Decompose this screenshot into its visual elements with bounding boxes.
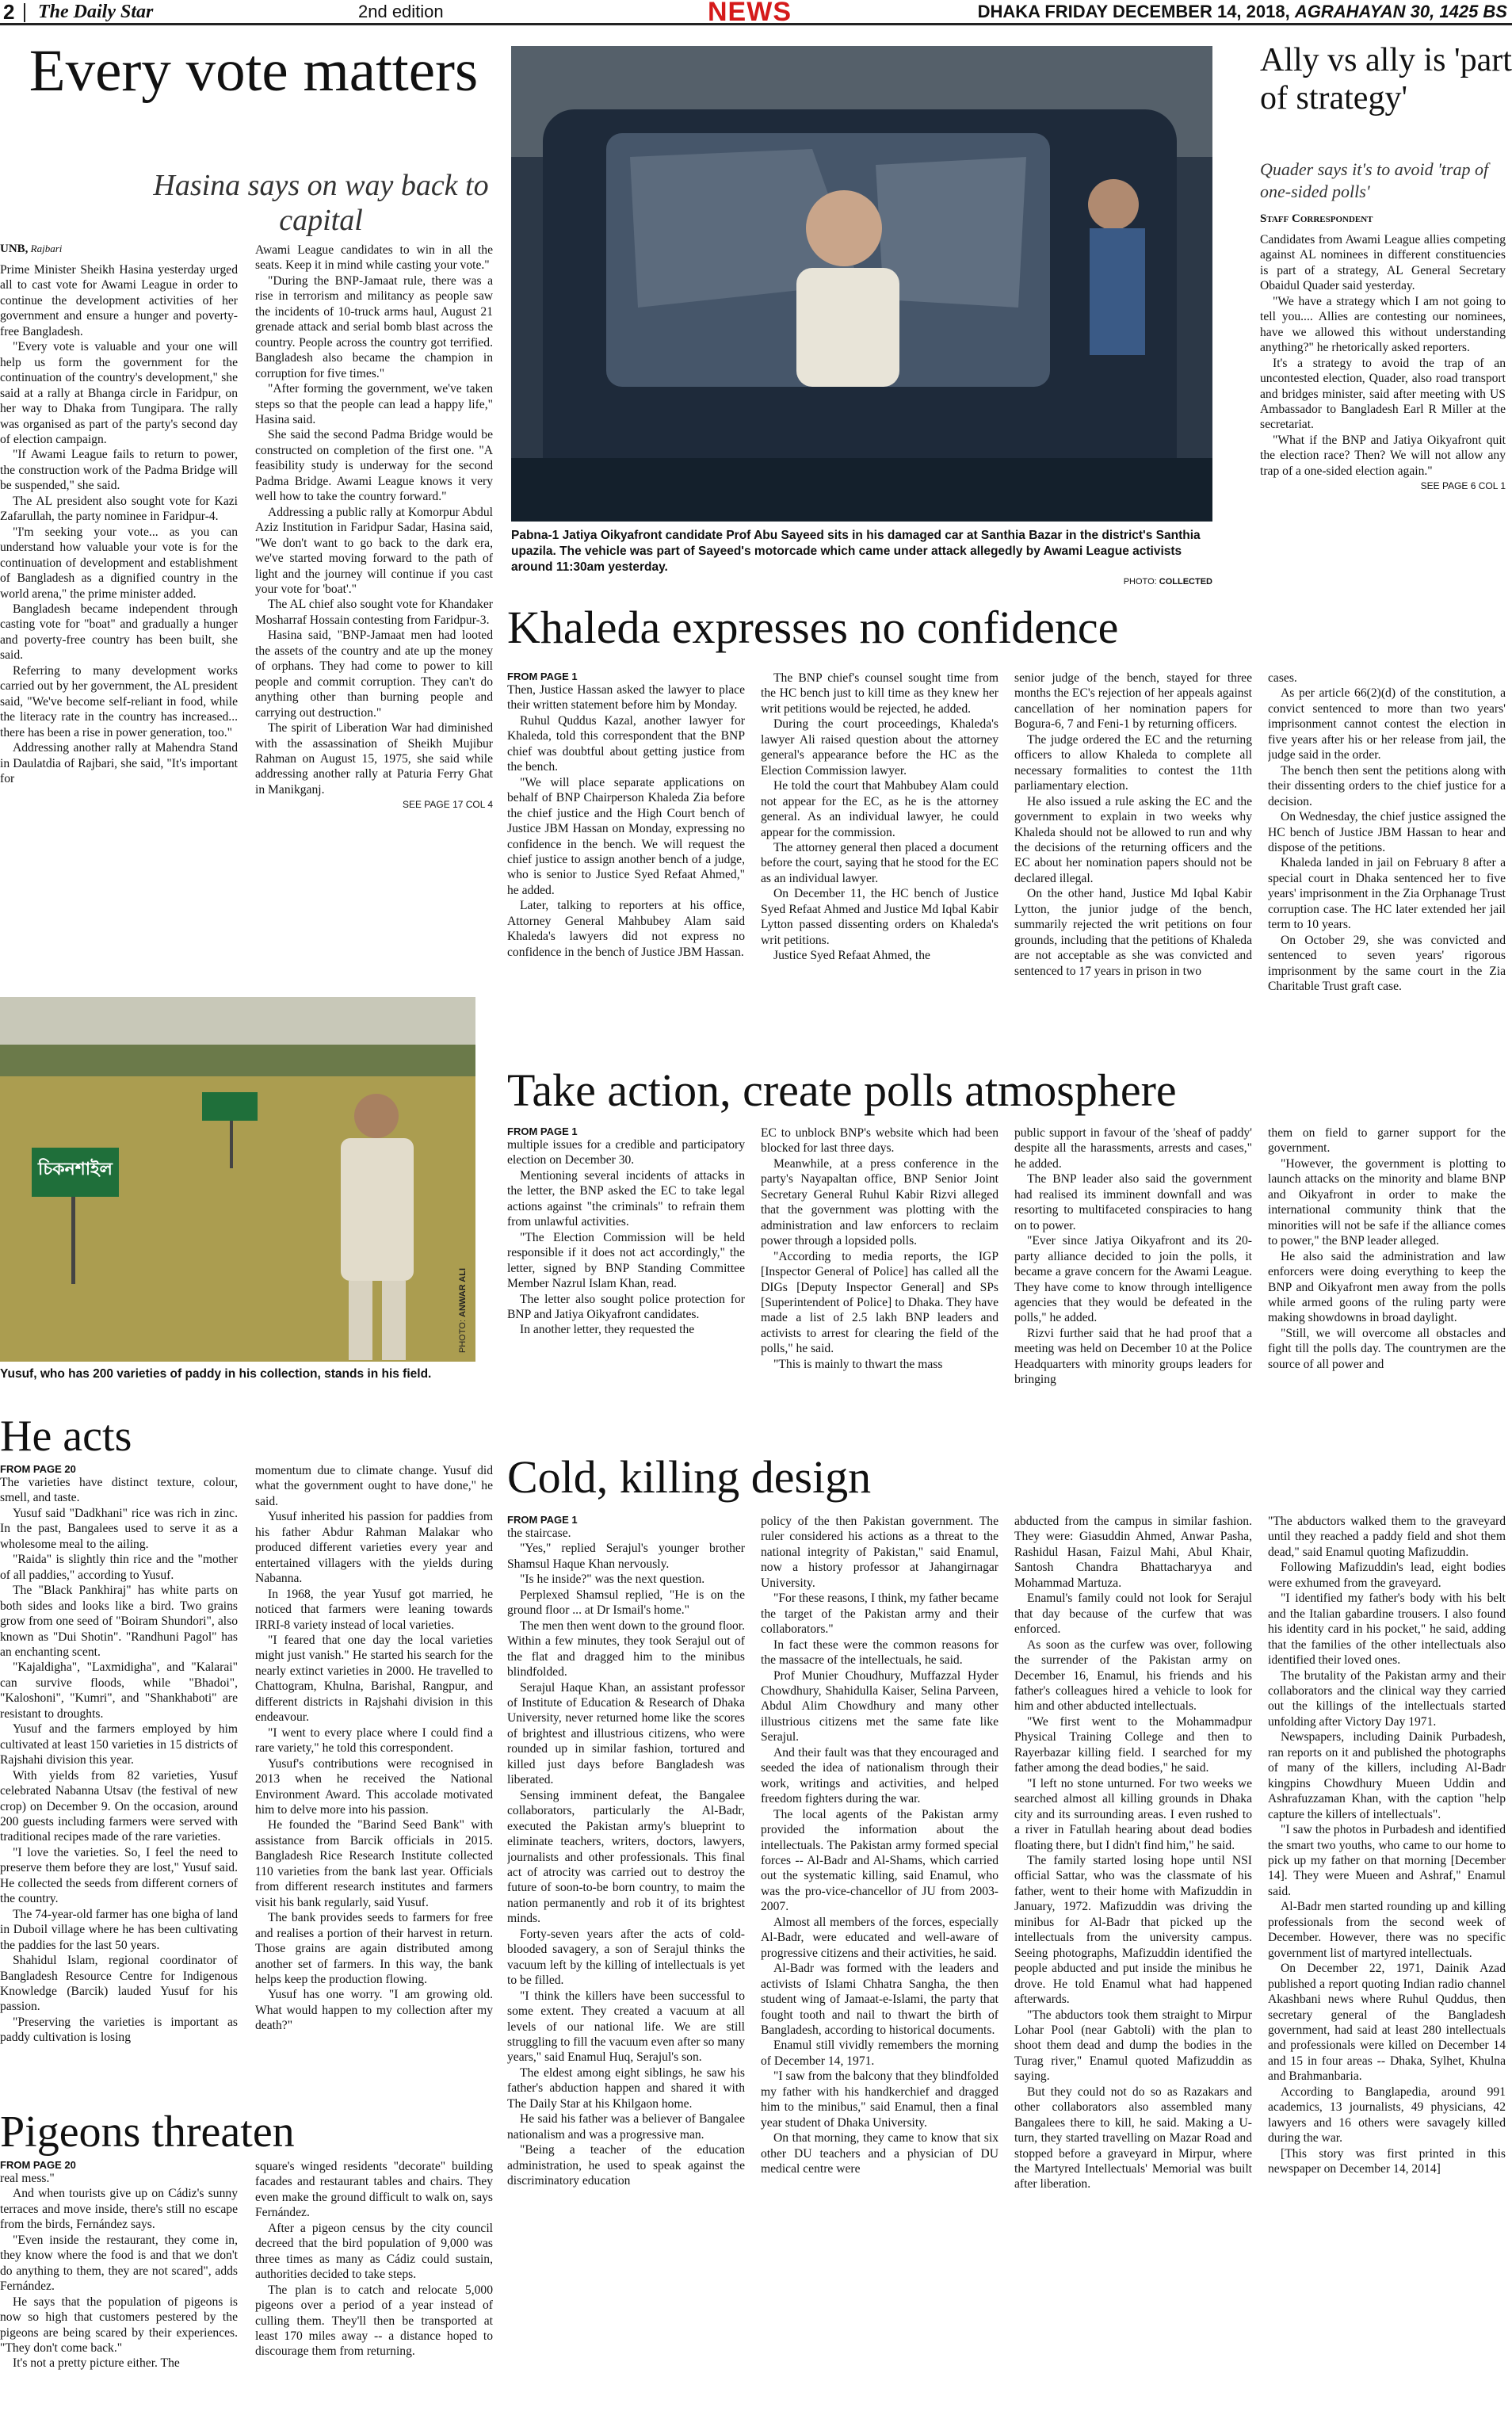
paper-logo: The Daily Star — [38, 2, 154, 22]
khaleda-headline: Khaleda expresses no confidence — [507, 602, 1119, 653]
paragraph: Al-Badr men started rounding up and killing professionals from the second week of December. However, there was no specific government list of martyred intellectuals. — [1268, 1900, 1506, 1960]
car-photo-illustration — [511, 46, 1212, 522]
date-text: DHAKA FRIDAY DECEMBER 14, 2018, — [977, 2, 1290, 21]
paragraph: "Kajaldigha", "Laxmidigha", and "Kalarai" can survive floods, while "Bhadoi", "Kaloshoni", "Kumri", and "Shankhaboti" are resistant to droughts. — [0, 1660, 238, 1721]
cold-col-1 — [507, 1514, 745, 2409]
paragraph: With yields from 82 varieties, Yusuf celebrated Nabanna Utsav (the festival of new crop) on December 9. On the occasion, around 200 guests including farmers were served with traditional recipes made of the rare varieties. — [0, 1768, 238, 1844]
car-photo-credit — [1109, 577, 1212, 587]
paragraph: "Is he inside?" was the next question. — [520, 1572, 705, 1587]
khaleda-col-4 — [1268, 671, 1506, 1019]
paragraph: The spirit of Liberation War had diminished with the assassination of Sheikh Mujibur Rahman on August 15, 1975, she said while addressing another rally at Paturia Ferry Ghat in Manikganj. — [255, 721, 493, 797]
paragraph: Almost all members of the forces, especially Al-Badr, were educated and well-aware of progressive citizens and their activities, he said. — [761, 1915, 998, 1960]
paragraph: On that morning, they came to know that six other DU teachers and a physician of DU medical centre were — [761, 2131, 998, 2176]
paragraph: "Every vote is valuable and your one will help us form the government for the continuation of the country's development," she said at a rally at Bhanga circle in Faridpur, on her way to Dhaka from Tungipara. The rally was organised as part of the party's second day of election campaign. — [0, 340, 238, 446]
paddy-photo-credit — [458, 1268, 468, 1353]
credit-name: ANWAR ALI — [458, 1268, 468, 1317]
paragraph: The BNP chief's counsel sought time from the HC bench just to kill time as they knew her writ petitions would be rejected, he added. — [761, 671, 998, 716]
paragraph: multiple issues for a credible and participatory election on December 30. — [507, 1138, 745, 1167]
paragraph: Yusuf has one worry. "I am growing old. What would happen to my collection after my death?" — [255, 1988, 493, 2033]
paragraph: On Wednesday, the chief justice assigned the HC bench of Justice JBM Hassan to hear and dispose of the petitions. — [1268, 810, 1506, 854]
paragraph: Enamul still vividly remembers the morning of December 14, 1971. — [761, 2039, 998, 2068]
paragraph: He told the court that Mahbubey Alam could not appear for the EC, as he is the attorney general. As an individual lawyer, he could appear for the commission. — [761, 779, 998, 839]
paragraph: "Ever since Jatiya Oikyafront and its 20-party alliance decided to join the polls, it became a grave concern for the Awami League. They have come to know through intelligence agencies that they would be defeated in the polls," he added. — [1014, 1234, 1252, 1325]
from-page: FROM PAGE 1 — [507, 1125, 578, 1137]
paragraph: policy of the then Pakistan government. The ruler considered his actions as a threat to the national integrity of Pakistan," said Enamul, now a history professor at Jahangirnagar University. — [761, 1515, 998, 1590]
paragraph: But they could not do so as Razakars and other collaborators also assembled many Bangalees there to kill, he said. Making a U-turn, they started travelling on Mazar Road and stopped before a graveyard in Mirpur, where the Martyred Intellectuals' Memorial was built after liberation. — [1014, 2084, 1252, 2191]
from-page: FROM PAGE 20 — [0, 1463, 76, 1475]
paragraph: Al-Badr was formed with the leaders and activists of Islami Chhatra Sangha, the then student wing of Jamaat-e-Islami, the party that fought tooth and nail to thwart the birth of Bangladesh, according to historical documents. — [761, 1962, 998, 2037]
paragraph: "I'm seeking your vote... as you can understand how valuable your vote is for the continuation of development and establishment of Bangladesh as a dignified country in the world arena," the prime minister added. — [0, 525, 238, 601]
paddy-photo-caption: Yusuf, who has 200 varieties of paddy in his collection, stands in his field. — [0, 1367, 432, 1381]
khaleda-col-1 — [507, 671, 745, 1019]
take-action-headline: Take action, create polls atmosphere — [507, 1064, 1177, 1116]
paragraph: abducted from the campus in similar fashion. They were: Giasuddin Ahmed, Anwar Pasha, Rashidul Hasan, Faizul Mahi, Abul Khair, Santosh Chandra Bhattacharyya and Mohammad Martuza. — [1014, 1515, 1252, 1590]
paragraph: According to Banglapedia, around 991 academics, 13 journalists, 49 physicians, 42 lawyers and 16 others were savagely killed during the war. — [1268, 2084, 1506, 2146]
paragraph: It's not a pretty picture either. The — [13, 2356, 180, 2371]
byline — [0, 243, 238, 256]
from-page: FROM PAGE 20 — [0, 2159, 76, 2171]
paragraph: cases. — [1268, 671, 1297, 685]
he-acts-headline: He acts — [0, 1412, 132, 1461]
byline-place: Rajbari — [30, 243, 63, 254]
paragraph: Serajul Haque Khan, an assistant professor of Institute of Education & Research of Dhaka University, never returned home like the scores of brightest and illustrious citizens, who were rounded up in similar fashion, tortured and killed just days before Bangladesh was liberated. — [507, 1680, 745, 1787]
paragraph: "I love the varieties. So, I feel the need to preserve them before they are lost," Yusuf said. He collected the seeds from different corners of the country. — [0, 1845, 238, 1906]
paragraph: "After forming the government, we've taken steps so that the people can lead a happy life," Hasina said. — [255, 382, 493, 426]
paragraph: Sensing imminent defeat, the Bangalee collaborators, particularly the Al-Badr, executed the Pakistan army's blueprint to eliminate teachers, writers, doctors, lawyers, journalists and other professionals. This final act of atrocity was carried out to destroy the future of soon-to-be born country, to maim the nation permanently and rob it of its brightest minds. — [507, 1788, 745, 1926]
paragraph: He says that the population of pigeons is now so high that customers pestered by the pigeons are being scared by their experiences. "They don't come back." — [0, 2295, 238, 2355]
paragraph: Meanwhile, at a press conference in the party's Nayapaltan office, BNP Senior Joint Secretary General Ruhul Kabir Rizvi alleged that the government was plotting with the administration and law enforcers to reclaim power through a lopsided polls. — [761, 1156, 998, 1248]
paragraph: momentum due to climate change. Yusuf did what the government ought to have done," he said. — [255, 1464, 493, 1508]
continue-link[interactable]: SEE PAGE 17 COL 4 — [402, 799, 493, 811]
paragraph: Yusuf inherited his passion for paddies from his father Abdur Rahman Malakar who produced different varieties every year and entertained villagers with the yields during Nabanna. — [255, 1510, 493, 1586]
continue-link[interactable]: SEE PAGE 6 COL 1 — [1420, 480, 1506, 492]
paragraph: Newspapers, including Dainik Purbadesh, ran reports on it and published the photographs of many of the killers, including Al-Badr kingpins Chowdhury Mueen Uddin and Ashrafuzzaman Khan, with the caption "help capture the killers of intellectuals". — [1268, 1730, 1506, 1821]
paragraph: [This story was first printed in this newspaper on December 14, 2014] — [1268, 2146, 1506, 2176]
paragraph: Addressing a public rally at Komorpur Abdul Aziz Institution in Faridpur Sadar, Hasina said, "We don't want to go back to the dark era, we've started moving forward to the path of light and the journey will continue if you cast your vote for 'boat'." — [255, 505, 493, 596]
paragraph: them on field to garner support for the government. — [1268, 1126, 1506, 1156]
paragraph: public support in favour of the 'sheaf of paddy' despite all the harassments, arrests and cases," he added. — [1014, 1126, 1252, 1171]
khaleda-col-3 — [1014, 671, 1252, 1019]
paragraph: As soon as the curfew was over, following the surrender of the Pakistan army on December 16, Enamul, his friends and his father's colleagues hired a vehicle to look for him and other abducted intellectuals. — [1014, 1637, 1252, 1714]
paragraph: It's a strategy to avoid the trap of an uncontested election, Quader, also road transport and bridges minister, said after meeting with US Ambassador to Bangladesh Earl R Miller at the secretariat. — [1260, 356, 1506, 432]
paragraph: Later, talking to reporters at his office, Attorney General Mahbubey Alam said Khaleda's lawyers did not express no confidence in the bench of Justice JBM Hassan. — [507, 899, 745, 959]
paragraph: "Yes," replied Serajul's younger brother Shamsul Haque Khan nervously. — [507, 1542, 745, 1571]
paragraph: Enamul's family could not look for Serajul that day because of the curfew that was enforced. — [1014, 1592, 1252, 1637]
paragraph: "Raida" is slightly thin rice and the "mother of all paddies," according to Yusuf. — [0, 1553, 238, 1582]
paragraph: Yusuf said "Dadkhani" rice was rich in zinc. In the past, Bangalees used to serve it as a wholesome meal to the ailing. — [0, 1506, 238, 1551]
cold-headline: Cold, killing design — [507, 1451, 872, 1503]
ally-byline — [1260, 212, 1506, 226]
paragraph: The AL chief also sought vote for Khandaker Mosharraf Hossain contesting from Faridpur-3. — [255, 598, 493, 627]
paragraph: "The Election Commission will be held responsible if it does not act accordingly," the letter, signed by BNP Standing Committee Member Nazrul Islam Khan, read. — [507, 1230, 745, 1291]
paragraph: the staircase. — [507, 1527, 571, 1540]
paragraph: Yusuf's contributions were recognised in 2013 when he received the National Environment Award. This accolade motivated him to delve more into his passion. — [255, 1756, 493, 1817]
paragraph: "According to media reports, the IGP [Inspector General of Police] has called all the DIGs [Deputy Inspector General] and SPs [Superintendent of Police] to Dhaka. They have made a list of 2.5 lakh BNP leaders and activists to arrest for clearing the field of the polls," he said. — [761, 1249, 998, 1356]
paragraph: "I feared that one day the local varieties might just vanish." He started his search for the nearly extinct varieties in 2000. He travelled to Chattogram, Khulna, Barishal, Rangpur, and different districts in Rajshahi division in this endeavour. — [255, 1633, 493, 1725]
paragraph: And their fault was that they encouraged and seeded the idea of nationalism through their work, writings and activities, and helped freedom fighters during the war. — [761, 1745, 998, 1806]
paragraph: "We will place separate applications on behalf of BNP Chairperson Khaleda Zia before the chief justice and the High Court bench of Justice JBM Hassan on Monday, expressing no confidence in the bench. We will request the chief justice to assign another bench of a judge, who is senior to Justice Syed Refaat Ahmed," he added. — [507, 775, 745, 897]
take-action-col-1 — [507, 1125, 745, 1436]
paragraph: Shahidul Islam, regional coordinator of Bangladesh Resource Centre for Indigenous Knowledge (Barcik) lauded Yusuf for his passion. — [0, 1954, 238, 2014]
every-vote-col-2 — [255, 243, 493, 988]
paragraph: After a pigeon census by the city council decreed that the bird population of 9,000 was three times as many as Cádiz could sustain, authorities decided to take steps. — [255, 2221, 493, 2282]
edition-label: 2nd edition — [358, 2, 444, 21]
paragraph: The "Black Pankhiraj" has white parts on both sides and looks like a bird. Two grains grow from one seed of "Boiram Shundori", also known as "Dui Shotin". "Randhuni Pagol" has an enchanting scent. — [0, 1584, 238, 1659]
paragraph: "I saw from the balcony that they blindfolded my father with his handkerchief and dragged him to the minibus," said Enamul, then a final year student of Dhaka University. — [761, 2069, 998, 2130]
take-action-col-2 — [761, 1125, 998, 1436]
paragraph: He said his father was a believer of Bangalee nationalism and was a progressive man. — [507, 2112, 745, 2142]
paragraph: During the court proceedings, Khaleda's lawyer Ali raised question about the attorney general's appearance before the HC as the Election Commission lawyer. — [761, 717, 998, 778]
paragraph: The bank provides seeds to farmers for free and realises a portion of their harvest in return. Those grains are again distributed among another set of farmers. In this way, the bank helps keep the production flowing. — [255, 1911, 493, 1986]
paragraph: The BNP leader also said the government had realised its imminent downfall and was resorting to multifaceted conspiracies to hang on to power. — [1014, 1172, 1252, 1232]
paragraph: Hasina said, "BNP-Jamaat men had looted the assets of the country and ate up the money of orphans. They had come to power to kill people and commit corruption. They can't do anything other than burning people and carrying out destruction." — [255, 629, 493, 720]
paragraph: "The abductors took them straight to Mirpur Lohar Pool (near Gabtoli) with the plan to shoot them dead and dump the bodies in the Turag river," Enamul quoted Mafizuddin as saying. — [1014, 2008, 1252, 2084]
paragraph: On December 22, 1971, Dainik Azad published a report quoting Indian radio channel Akashbani news where Ruhul Quddus, then secretary general of the Bangladesh government, had said at least 280 intellectuals and professionals were killed on December 14 and 15 in four areas -- Dhaka, Sylhet, Khulna and Brahmanbaria. — [1268, 1962, 1506, 2084]
take-action-col-3 — [1014, 1125, 1252, 1436]
paragraph: She said the second Padma Bridge would be constructed on completion of the first one. "A feasibility study is underway for the second Padma Bridge. Awami League knows it very well how to take the country forward." — [255, 428, 493, 504]
paragraph: real mess." — [0, 2172, 55, 2185]
paragraph: The letter also sought police protection for BNP and Jatiya Oikyafront candidates. — [507, 1292, 745, 1321]
paragraph: In 1968, the year Yusuf got married, he noticed that farmers were leaning towards IRRI-8 variety instead of local varieties. — [255, 1587, 493, 1632]
paragraph: "I left no stone unturned. For two weeks we searched almost all killing grounds in Dhaka city and its surrounding areas. I even rushed to a river in Fatullah hearing about dead bodies floating there, but I didn't find him," he said. — [1014, 1776, 1252, 1852]
paragraph: Then, Justice Hassan asked the lawyer to place their written statement before him by Monday. — [507, 683, 745, 713]
page-number: 2 — [3, 0, 15, 24]
paragraph: "The abductors walked them to the graveyard until they reached a paddy field and shot them dead," said Enamul quoting Mafizuddin. — [1268, 1515, 1506, 1559]
paragraph: The bench then sent the petitions along with their dissenting orders to the chief justice for a decision. — [1268, 763, 1506, 808]
paragraph: Mentioning several incidents of attacks in the letter, the BNP asked the EC to take legal actions against "the criminals" to refrain them from unlawful activities. — [507, 1168, 745, 1229]
cold-col-3 — [1014, 1514, 1252, 2409]
paragraph: "During the BNP-Jamaat rule, there was a rise in terrorism and militancy as people saw the incidents of 10-truck arms haul, August 21 grenade attack and serial bomb blast across the country. People across the country got terrified. Bangladesh also became the champion in corruption for five times." — [255, 273, 493, 380]
paragraph: "This is mainly to thwart the mass — [773, 1357, 943, 1371]
paddy-photo — [0, 997, 475, 1362]
paragraph: On October 29, she was convicted and sentenced to seven years' rigorous imprisonment by the same court in the Zia Charitable Trust graft case. — [1268, 933, 1506, 994]
paragraph: square's winged residents "decorate" building facades and restaurant tables and chairs. They even make the ground difficult to walk on, says Fernández. — [255, 2160, 493, 2220]
paragraph: On December 11, the HC bench of Justice Syed Refaat Ahmed and Justice Md Iqbal Kabir Lytton passed dissenting orders on Khaleda's writ petitions. — [761, 887, 998, 947]
section-label: NEWS — [708, 0, 792, 27]
paragraph: senior judge of the bench, stayed for three months the EC's rejection of her appeals against cancellation of her nomination papers for Bogura-6, 7 and Feni-1 by returning officers. — [1014, 671, 1252, 732]
car-photo — [511, 46, 1212, 522]
ally-byline-text: Staff Correspondent — [1260, 212, 1373, 225]
paragraph: Referring to many development works carried out by her government, the AL president said, "We've become self-reliant in food, while the literacy rate in the country has increased... there has been a rise in power generation, too." — [0, 663, 238, 739]
paragraph: The plan is to catch and relocate 5,000 pigeons over a period of a year instead of culling them. They'll then be transported at least 170 miles away -- a distance hoped to discourage them from returning. — [255, 2283, 493, 2359]
paragraph: "Preserving the varieties is important as paddy cultivation is losing — [0, 2015, 238, 2045]
paragraph: The brutality of the Pakistan army and their collaborators and the clinical way they carried out the killings of the intellectuals started unfolding after Victory Day 1971. — [1268, 1668, 1506, 1729]
credit-name: COLLECTED — [1159, 577, 1212, 587]
paragraph: The men then went down to the ground floor. Within a few minutes, they took Serajul out of the flat and dragged him to the minibus blindfolded. — [507, 1618, 745, 1679]
paddy-sign-text: চিকনশাইল — [38, 1160, 113, 1179]
he-acts-col-1 — [0, 1463, 238, 2097]
paragraph: Yusuf and the farmers employed by him cultivated at least 150 varieties in 15 districts of Rajshahi division this year. — [0, 1722, 238, 1767]
cold-col-2 — [761, 1514, 998, 2409]
take-action-col-4 — [1268, 1125, 1506, 1436]
pigeons-col-1 — [0, 2159, 238, 2409]
paragraph: "Still, we will overcome all obstacles and fight till the polls day. The countrymen are the source of all power and — [1268, 1326, 1506, 1371]
ally-col — [1260, 212, 1506, 593]
paragraph: "We first went to the Mohammadpur Physical Training College and then to Rayerbazar killing field. I searched for my father among the dead bodies," he said. — [1014, 1714, 1252, 1775]
cold-col-4 — [1268, 1514, 1506, 2409]
paragraph: And when tourists give up on Cádiz's sunny terraces and move inside, there's still no escape from the birds, Fernández says. — [0, 2187, 238, 2232]
paragraph: On the other hand, Justice Md Iqbal Kabir Lytton, the junior judge of the bench, summarily rejected the writ petitions on four grounds, including that the petitions of Khaleda are not acceptable as she was convicted and sentenced to 17 years in prison in two — [1014, 887, 1252, 978]
masthead-divider — [24, 3, 25, 22]
khaleda-col-2 — [761, 671, 998, 1019]
car-photo-caption: Pabna-1 Jatiya Oikyafront candidate Prof Abu Sayeed sits in his damaged car at Santhia Bazar in the district's Santhia upazila. The vehicle was part of Sayeed's motorcade which came under attack allegedly by Awami League activists around 11:30am yesterday. — [511, 529, 1201, 574]
paragraph: "We have a strategy which I am not going to tell you.... Allies are contesting our nominees, have we allowed this without understanding anything?" he rhetorically asked reporters. — [1260, 294, 1506, 355]
paragraph: Forty-seven years after the acts of cold-blooded savagery, a son of Serajul thinks the vacuum left by the killing of intellectuals is yet to be filled. — [507, 1927, 745, 1988]
every-vote-col-1 — [0, 243, 238, 988]
paragraph: He also said the administration and law enforcers were doing everything to keep the BNP and Oikyafront men away from the polls while armed goons of the ruling party were making showdowns in broad daylight. — [1268, 1249, 1506, 1325]
paragraph: "I saw the photos in Purbadesh and identified the smart two youths, who came to our home to pick up my father on that morning [December 14]. They were Mueen and Ashraf," Enamul said. — [1268, 1823, 1506, 1898]
paragraph: The attorney general then placed a document before the court, saying that he stood for the EC as an individual lawyer. — [761, 840, 998, 885]
pigeons-headline: Pigeons threaten — [0, 2107, 295, 2157]
he-acts-col-2 — [255, 1463, 493, 2097]
paragraph: "However, the government is plotting to launch attacks on the minority and blame BNP and Oikyafront in order to make the international community think that the minorities will not be safe if the alliance comes to power," the BNP leader alleged. — [1268, 1156, 1506, 1248]
paragraph: "For these reasons, I think, my father became the target of the Pakistan army and their collaborators." — [761, 1592, 998, 1637]
paragraph: Khaleda landed in jail on February 8 after a special court in Dhaka sentenced her to five years' imprisonment in the Zia Orphanage Trust corruption case. The HC later extended her jail term to 10 years. — [1268, 856, 1506, 932]
from-page: FROM PAGE 1 — [507, 671, 578, 682]
pigeons-col-2 — [255, 2159, 493, 2409]
paragraph: Addressing another rally at Mahendra Stand in Daulatdia of Rajbari, she said, "It's important for — [0, 741, 238, 785]
paragraph: Rizvi further said that he had proof that a meeting was held on December 10 at the Police Headquarters with minority groups leaders for bringing — [1014, 1326, 1252, 1387]
paragraph: Perplexed Shamsul replied, "He is on the ground floor ... at Dr Ismail's home." — [507, 1588, 745, 1618]
paragraph: As per article 66(2)(d) of the constitution, a convict sentenced to more than two years' imprisonment cannot contest the election in five years after his or her release from jail, the judge said in the order. — [1268, 686, 1506, 762]
paragraph: "If Awami League fails to return to power, the construction work of the Padma Bridge will be suspended," she said. — [0, 448, 238, 493]
paragraph: "I think the killers have been successful to some extent. They created a vacuum at all levels of our national life. We are still struggling to fill the vacuum even after so many years," said Enamul Huq, Serajul's son. — [507, 1989, 745, 2065]
every-vote-headline: Every vote matters — [29, 38, 479, 104]
ally-kicker: Quader says it's to avoid 'trap of one-sided polls' — [1260, 159, 1489, 201]
paragraph: He also issued a rule asking the EC and the government to explain in two weeks why Khaleda should not be allowed to run and why the decisions of the returning officers and the EC about her nomination papers should not be declared illegal. — [1014, 794, 1252, 885]
credit-label: PHOTO: — [458, 1319, 468, 1353]
paragraph: In another letter, they requested the — [520, 1323, 695, 1337]
paragraph: "Being a teacher of the education administration, he used to speak against the discriminatory education — [507, 2143, 745, 2188]
paragraph: In fact these were the common reasons for the massacre of the intellectuals, he said. — [761, 1637, 998, 1668]
paragraph: The family started losing hope until NSI official Sattar, who was the classmate of his father, went to their home with Mafizuddin in January, 1972. Mafizuddin was driving the minibus for Al-Badr that picked up the intellectuals from the university campus. Seeing photographs, Mafizuddin identified the people abducted and put inside the minibus he drove. He told Enamul what had happened afterwards. — [1014, 1853, 1252, 2007]
paragraph: "What if the BNP and Jatiya Oikyafront quit the election race? Then? We will not allow any trap of a one-sided election again." — [1260, 433, 1506, 478]
byline-agency: UNB, — [0, 243, 29, 255]
paragraph: Ruhul Quddus Kazal, another lawyer for Khaleda, told this correspondent that the BNP chief was doubtful about getting justice from the bench. — [507, 713, 745, 774]
date-line — [978, 2, 1507, 22]
paragraph: Prime Minister Sheikh Hasina yesterday urged all to cast vote for Awami League in order to continue the development activities of her government and ensure a hunger and poverty-free Bangladesh. — [0, 263, 238, 338]
date-bangla: AGRAHAYAN 30, 1425 BS — [1294, 2, 1507, 21]
paragraph: Awami League candidates to win in all the seats. Keep it in mind while casting your vote." — [255, 243, 493, 273]
paragraph: "I identified my father's body with his belt and the Italian gabardine trousers. I also found his identity card in his pocket," he said, adding that the families of the other intellectuals also identified their loved ones. — [1268, 1592, 1506, 1668]
paragraph: He founded the "Barind Seed Bank" with assistance from Barcik officials in 2015. Bangladesh Rice Research Institute collected 110 varieties from the bank last year. Officials from different research institutes and farmers visit his bank regularly, said Yusuf. — [255, 1818, 493, 1909]
ally-headline: Ally vs ally is 'part of strategy' — [1260, 42, 1512, 117]
credit-label: PHOTO: — [1123, 577, 1157, 587]
paragraph: The 74-year-old farmer has one bigha of land in Duboil village where he has been cultivating the paddies for the last 50 years. — [0, 1907, 238, 1952]
paragraph: The eldest among eight siblings, he saw his father's abduction happen and shared it with The Daily Star at his Khilgaon home. — [507, 2065, 745, 2111]
masthead — [0, 0, 1512, 25]
paragraph: The judge ordered the EC and the returning officers to allow Khaleda to complete all necessary formalities to contest the 11th parliamentary election. — [1014, 732, 1252, 793]
paragraph: Justice Syed Refaat Ahmed, the — [773, 949, 930, 963]
paragraph: Following Mafizuddin's lead, eight bodies were exhumed from the graveyard. — [1268, 1561, 1506, 1590]
paragraph: EC to unblock BNP's website which had been blocked for last three days. — [761, 1126, 998, 1156]
paragraph: Candidates from Awami League allies competing against AL nominees in different constituencies is part of a strategy, AL General Secretary Obaidul Quader said yesterday. — [1260, 233, 1506, 293]
every-vote-kicker: Hasina says on way back to capital — [153, 169, 489, 237]
paragraph: "I went to every place where I could find a rare variety," he told this correspondent. — [255, 1725, 493, 1756]
paragraph: Prof Munier Choudhury, Muffazzal Hyder Chowdhury, Shahidulla Kaiser, Selina Parveen, Abdul Alim Chowdhury and many other illustrious citizens met the same fate like Serajul. — [761, 1668, 998, 1744]
paragraph: The varieties have distinct texture, colour, smell, and taste. — [0, 1476, 238, 1505]
paragraph: "Even inside the restaurant, they come in, they know where the food is and that we don't do anything to them, they are not scared", adds Fernández. — [0, 2233, 238, 2294]
paragraph: The local agents of the Pakistan army provided the information about the intellectuals. The Pakistan army formed special forces -- Al-Badr and Al-Shams, which carried out the systematic killing, said Enamul, who was the pro-vice-chancellor of JU from 2003-2007. — [761, 1807, 998, 1914]
paragraph: Bangladesh became independent through casting vote for "boat" and gradually a hunger and poverty-free country has been built, she said. — [0, 602, 238, 663]
from-page: FROM PAGE 1 — [507, 1514, 578, 1526]
paragraph: The AL president also sought vote for Kazi Zafarullah, the party nominee in Faridpur-4. — [0, 494, 238, 524]
